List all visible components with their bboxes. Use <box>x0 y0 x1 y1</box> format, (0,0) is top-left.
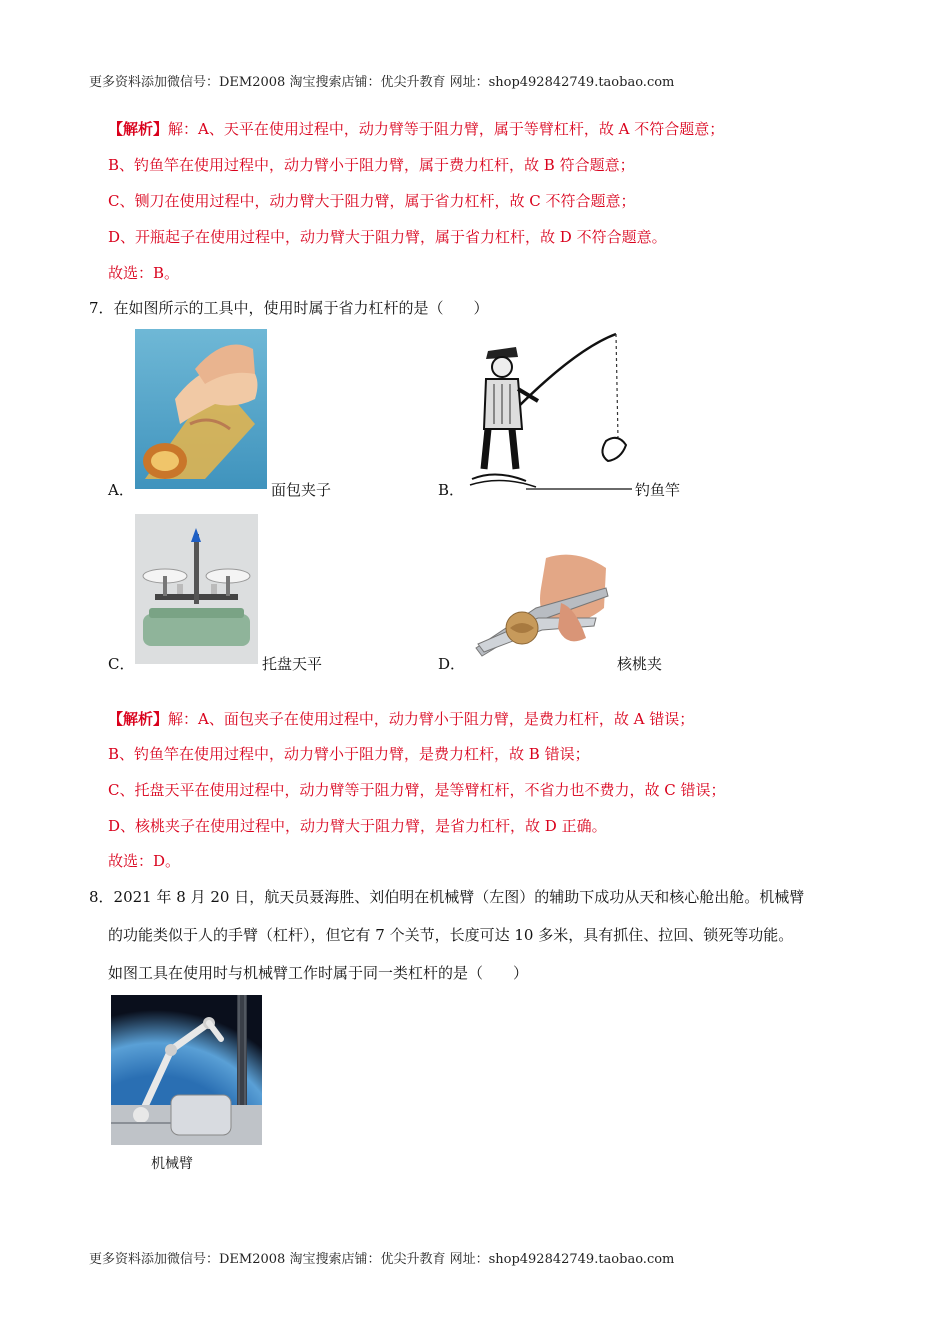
option-c-caption: 托盘天平 <box>262 655 323 673</box>
analysis-tag: 【解析】 <box>108 120 169 138</box>
analysis1-line1 <box>108 118 724 139</box>
analysis1-answer: 故选：B。 <box>108 264 180 282</box>
robotic-arm-caption: 机械臂 <box>151 1156 193 1172</box>
option-d-caption: 核桃夹 <box>617 655 663 673</box>
option-a-caption: 面包夹子 <box>271 481 332 499</box>
robotic-arm-photo-icon <box>111 995 262 1145</box>
question8-line3: 如图工具在使用时与机械臂工作时属于同一类杠杆的是（ ） <box>108 964 529 982</box>
analysis-text: 解：A、天平在使用过程中，动力臂等于阻力臂，属于等臂杠杆，故 A 不符合题意； <box>168 120 725 138</box>
nutcracker-photo-icon <box>466 548 611 664</box>
fishing-man-drawing-icon <box>466 329 632 493</box>
tray-balance-photo-icon <box>135 514 258 664</box>
option-b-caption: 钓鱼竿 <box>635 481 681 499</box>
question8-line1: 8．2021 年 8 月 20 日，航天员聂海胜、刘伯明在机械臂（左图）的辅助下成功从天和核心舱出舱。机械臂 <box>89 888 805 906</box>
analysis2-line1 <box>108 708 694 729</box>
analysis2-line2: B、钓鱼竿在使用过程中，动力臂小于阻力臂，是费力杠杆，故 B 错误； <box>108 745 590 763</box>
option-c-letter: C． <box>108 655 135 673</box>
analysis2-answer: 故选：D。 <box>108 852 181 870</box>
analysis1-line2: B、钓鱼竿在使用过程中，动力臂小于阻力臂，属于费力杠杆，故 B 符合题意； <box>108 156 635 174</box>
analysis1-line3: C、铡刀在使用过程中，动力臂大于阻力臂，属于省力杠杆，故 C 不符合题意； <box>108 192 636 210</box>
analysis2-line4: D、核桃夹子在使用过程中，动力臂大于阻力臂，是省力杠杆，故 D 正确。 <box>108 817 607 835</box>
analysis-tag: 【解析】 <box>108 710 169 728</box>
bread-tongs-photo-icon <box>135 329 267 489</box>
option-a-letter: A． <box>108 481 134 499</box>
analysis2-line3: C、托盘天平在使用过程中，动力臂等于阻力臂，是等臂杠杆，不省力也不费力，故 C 错误； <box>108 781 726 799</box>
page-header: 更多资料添加微信号：DEM2008 淘宝搜索店铺：优尖升教育 网址：shop492842749.taobao.com <box>89 75 675 90</box>
question7-stem: 7．在如图所示的工具中，使用时属于省力杠杆的是（ ） <box>89 299 489 317</box>
option-d-letter: D． <box>438 655 466 673</box>
question8-line2: 的功能类似于人的手臂（杠杆），但它有 7 个关节，长度可达 10 多米，具有抓住、拉回、锁死等功能。 <box>108 926 794 944</box>
analysis1-line4: D、开瓶起子在使用过程中，动力臂大于阻力臂，属于省力杠杆，故 D 不符合题意。 <box>108 228 667 246</box>
page-footer: 更多资料添加微信号：DEM2008 淘宝搜索店铺：优尖升教育 网址：shop492842749.taobao.com <box>89 1252 675 1267</box>
analysis-text: 解：A、面包夹子在使用过程中，动力臂小于阻力臂，是费力杠杆，故 A 错误； <box>168 710 695 728</box>
option-b-letter: B． <box>438 481 465 499</box>
